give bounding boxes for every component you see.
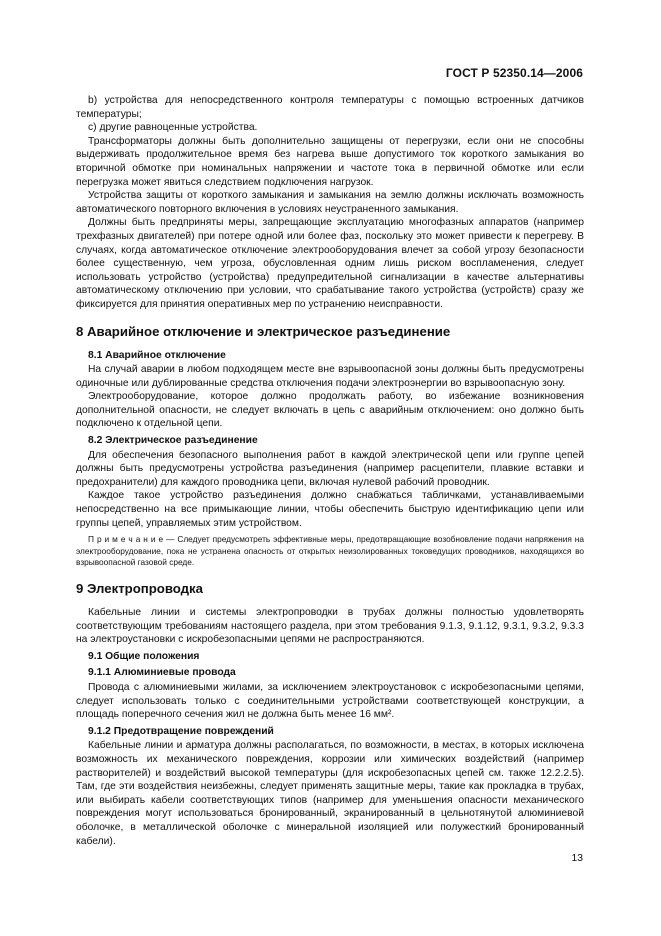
paragraph: Трансформаторы должны быть дополнительно защищены от перегрузки, если они не способны выдерживать продолжительное время без нагрева выше допустимого ток короткого замыкания во вторичной обмотке при номинальных напряжении и частоте тока в первичной обмотке или если перегрузка может явиться следствием подключения нагрузок. [76, 135, 584, 188]
paragraph: Провода с алюминиевыми жилами, за исключением электроустановок с искробезопасными цепями, следует использовать только с соединительными устройствами соответствующей конструкции, а площадь поперечного сечения жил не должна быть менее 16 мм². [76, 681, 584, 721]
paragraph: Кабельные линии и системы электропроводки в трубах должны полностью удовлетворять соответствующим требованиям настоящего раздела, при этом требования 9.1.3, 9.1.12, 9.3.1, 9.3.2, 9.3.3 на электроустановки с искробезопасными цепями не распространяются. [76, 607, 584, 646]
subsection-heading-8-2: 8.2 Электрическое разъединение [88, 435, 258, 447]
paragraph: Устройства защиты от короткого замыкания и замыкания на землю должны исключать возможность автоматического повторного включения в условиях неустраненного замыкания. [76, 190, 584, 215]
document-code: ГОСТ Р 52350.14—2006 [445, 66, 583, 80]
section-heading-8: 8 Аварийное отключение и электрическое разъединение [76, 323, 451, 339]
paragraph: с) другие равноценные устройства. [88, 122, 258, 134]
paragraph: b) устройства для непосредственного контроля температуры с помощью встроенных датчиков температуры; [76, 95, 584, 120]
subsection-heading-8-1: 8.1 Аварийное отключение [88, 349, 226, 361]
subsection-heading-9-1: 9.1 Общие положения [88, 650, 200, 662]
note: П р и м е ч а н и е — Следует предусмотреть эффективные меры, предотвращающие возобновление подачи напряжения на электрооборудование, пока не устранена опасность от открытых неизолированных токоведущих проводников, находящихся во взрывоопасной газовой среде. [76, 534, 584, 568]
page-content [76, 94, 584, 848]
paragraph: Должны быть предприняты меры, запрещающие эксплуатацию многофазных аппаратов (например трехфазных двигателей) при потере одной или более фаз, поскольку это может привести к перегреву. В случаях, когда автоматическое отключение электрооборудования влечет за собой угрозу безопасности более существенную, чем угроза, обусловленная одним лишь риском воспламенения, следует использовать устройство (устройства) предупредительной сигнализации в качестве альтернативы автоматическому отключению при условии, что срабатывание такого устройства (устройств) сразу же фиксируется для принятия оперативных мер по устранению неисправности. [76, 217, 584, 310]
subsection-heading-9-1-2: 9.1.2 Предотвращение повреждений [88, 725, 274, 737]
paragraph: Каждое такое устройство разъединения должно снабжаться табличками, устанавливаемыми непосредственно на все примыкающие линии, чтобы обеспечить быструю идентификацию цепи или группы цепей, управляемых этим устройством. [76, 490, 584, 529]
paragraph: Электрооборудование, которое должно продолжать работу, во избежание возникновения дополнительной опасности, не следует включать в цепь с аварийным отключением: оно должно быть подключено к отдельной цепи. [76, 391, 584, 430]
section-heading-9: 9 Электропроводка [76, 581, 203, 596]
subsection-heading-9-1-1: 9.1.1 Алюминиевые провода [88, 667, 236, 679]
paragraph: На случай аварии в любом подходящем месте вне взрывоопасной зоны должны быть предусмотрены одиночные или дублированные средства отключения подачи электроэнергии во взрывоопасную зону. [76, 364, 584, 389]
paragraph: Для обеспечения безопасного выполнения работ в каждой электрической цепи или группе цепей должны быть предусмотрены устройства разъединения (например расцепители, плавкие вставки и предохранители) для каждого проводника цепи, включая нулевой рабочий проводник. [76, 449, 584, 488]
page-number: 13 [571, 853, 583, 864]
paragraph: Кабельные линии и арматура должны располагаться, по возможности, в местах, в которых исключена возможность их механического повреждения, коррозии или химических воздействий (например растворителей) и воздействий высокой температуры (для искробезопасных цепей см. также 12.2.2.5). Там, где эти воздействия неизбежны, следует применять защитные меры, такие как прокладка в трубах, или выбирать кабели соответствующих типов (например для уменьшения опасности механического повреждения могут использоваться бронированный, экранированный в цельнотянутой алюминиевой оболочке, в металлической оболочке с минеральной изоляцией или полужесткий бронированный кабели). [76, 740, 584, 847]
